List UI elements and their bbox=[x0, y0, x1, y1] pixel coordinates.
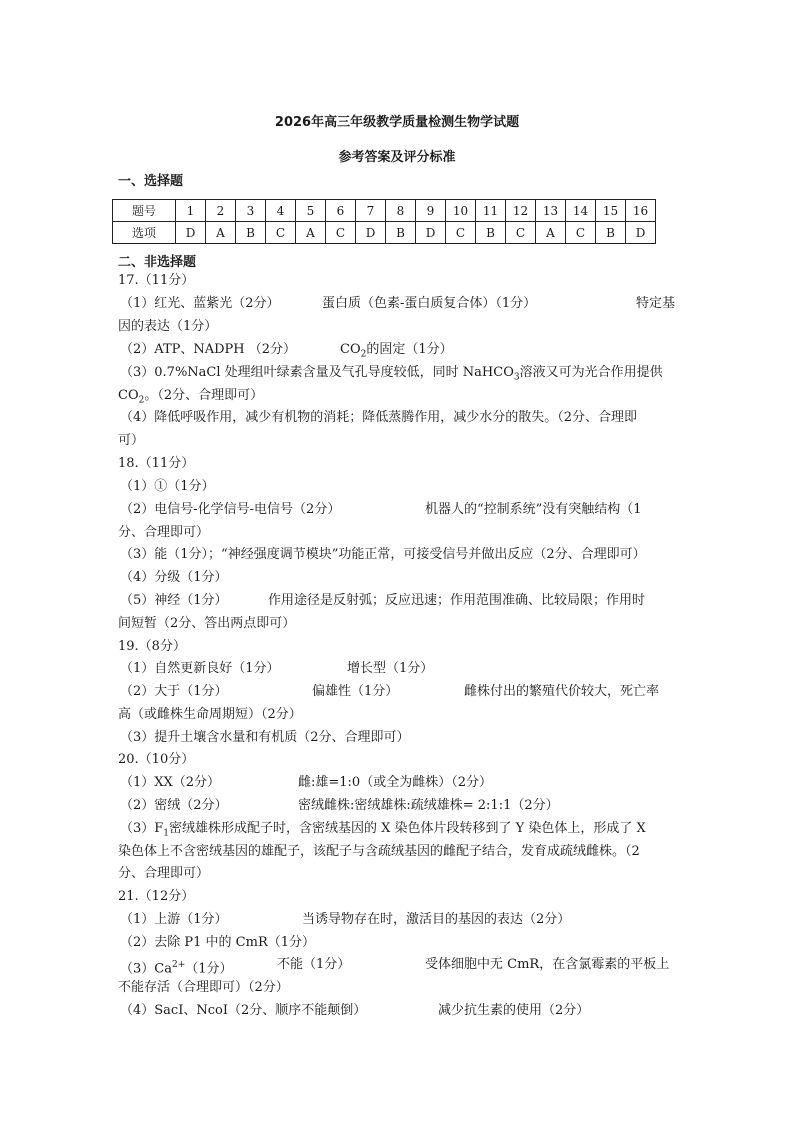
answer-cell: B bbox=[476, 222, 506, 244]
answer-table-number-row bbox=[113, 200, 656, 222]
question-number: 9 bbox=[416, 200, 446, 222]
q17-2-co2: CO bbox=[340, 342, 361, 357]
answer-cell: D bbox=[356, 222, 386, 244]
q20-1-answer-a: （1）XX（2分） bbox=[120, 775, 221, 790]
table-header-label: 题号 bbox=[113, 200, 176, 222]
question-number: 3 bbox=[236, 200, 266, 222]
question-number: 8 bbox=[386, 200, 416, 222]
q17-3-sub: 3 bbox=[513, 372, 520, 383]
q19-line3: （3）提升土壤含水量和有机质（2分、合理即可） bbox=[120, 730, 410, 745]
q21-1-answer-a: （1）上游（1分） bbox=[120, 912, 228, 927]
q21-line2: （2）去除 P1 中的 CmR（1分） bbox=[120, 935, 316, 950]
answer-table-answer-row bbox=[113, 222, 656, 244]
q21-3-answer-b: 不能（1分） bbox=[277, 957, 351, 972]
q18-line1: （1）①（1分） bbox=[120, 479, 215, 494]
q19-2-answer-c: 雌株付出的繁殖代价较大，死亡率 bbox=[464, 684, 660, 699]
q21-4-answer-b: 减少抗生素的使用（2分） bbox=[438, 1003, 590, 1018]
q21-3-answer-a bbox=[120, 957, 233, 977]
question-number: 13 bbox=[536, 200, 566, 222]
question-number: 7 bbox=[356, 200, 386, 222]
q21-4-answer-a: （4）SacI、NcoI（2分、顺序不能颠倒） bbox=[120, 1003, 367, 1018]
section-nonchoice-heading: 二、非选择题 bbox=[118, 255, 197, 270]
q17-3-co2: CO bbox=[118, 388, 139, 403]
q20-line3-cont2: 分、合理即可） bbox=[118, 866, 210, 881]
page-subtitle: 参考答案及评分标准 bbox=[338, 150, 456, 165]
question-number: 12 bbox=[506, 200, 536, 222]
q21-line3-cont: 不能存活（合理即可）（2分） bbox=[118, 980, 289, 995]
q18-line5-cont: 间短暂（2分、答出两点即可） bbox=[118, 616, 296, 631]
q20-line3-cont1: 染色体上不含密绒基因的雄配子，该配子与含疏绒基因的雌配子结合，发育成疏绒雌株。（2 bbox=[118, 844, 640, 859]
table-answer-label: 选项 bbox=[113, 222, 176, 244]
q17-line3 bbox=[120, 365, 663, 386]
question-number: 5 bbox=[296, 200, 326, 222]
q18-line4: （4）分级（1分） bbox=[120, 570, 228, 585]
answer-cell: B bbox=[596, 222, 626, 244]
q19-line2-cont: 高（或雌株生命周期短）（2分） bbox=[118, 707, 302, 722]
q18-line3: （3）能（1分）；“神经强度调节模块”功能正常，可接受信号并做出反应（2分、合理即可） bbox=[120, 547, 646, 562]
answer-cell: B bbox=[236, 222, 266, 244]
q19-heading: 19.（8分） bbox=[118, 639, 186, 654]
q17-3-text-a: （3）0.7%NaCl 处理组叶绿素含量及气孔导度较低，同时 NaHCO bbox=[120, 365, 514, 380]
q19-2-answer-b: 偏雄性（1分） bbox=[312, 684, 399, 699]
q21-3-answer-c: 受体细胞中无 CmR，在含氯霉素的平板上 bbox=[425, 957, 670, 972]
q21-3-ca-post: （1分） bbox=[185, 961, 233, 977]
question-number: 10 bbox=[446, 200, 476, 222]
q17-heading: 17.（11分） bbox=[118, 273, 195, 288]
q18-2-answer-b: 机器人的“控制系统”没有突触结构（1 bbox=[425, 502, 642, 517]
q20-3-text: 密绒雄株形成配子时，含密绒基因的 X 染色体片段转移到了 Y 染色体上，形成了 X bbox=[169, 821, 646, 836]
q21-heading: 21.（12分） bbox=[118, 889, 195, 904]
answer-cell: C bbox=[566, 222, 596, 244]
answer-table bbox=[112, 199, 656, 244]
question-number: 15 bbox=[596, 200, 626, 222]
q17-2-co2-post: 的固定（1分） bbox=[366, 342, 453, 357]
question-number: 16 bbox=[626, 200, 656, 222]
q19-2-answer-a: （2）大于（1分） bbox=[120, 684, 228, 699]
q18-heading: 18.（11分） bbox=[118, 456, 195, 471]
q18-2-answer-a: （2）电信号-化学信号-电信号（2分） bbox=[120, 502, 341, 517]
q19-1-answer-b: 增长型（1分） bbox=[347, 661, 434, 676]
answer-cell: C bbox=[446, 222, 476, 244]
answer-cell: A bbox=[206, 222, 236, 244]
answer-cell: A bbox=[536, 222, 566, 244]
answer-cell: B bbox=[386, 222, 416, 244]
q17-1-answer-b: 蛋白质（色素-蛋白质复合体）（1分） bbox=[322, 296, 537, 311]
answer-cell: D bbox=[176, 222, 206, 244]
question-number: 11 bbox=[476, 200, 506, 222]
q18-line2-cont: 分、合理即可） bbox=[118, 525, 210, 540]
q17-1-answer-a: （1）红光、蓝紫光（2分） bbox=[120, 296, 280, 311]
answer-cell: D bbox=[626, 222, 656, 244]
section-choice-heading: 一、选择题 bbox=[118, 174, 184, 189]
q20-3-f: （3）F bbox=[120, 821, 164, 836]
q21-1-answer-b: 当诱导物存在时，激活目的基因的表达（2分） bbox=[302, 912, 571, 927]
q20-2-answer-a: （2）密绒（2分） bbox=[120, 798, 228, 813]
answer-cell: C bbox=[326, 222, 356, 244]
q17-3-co2-post: 。（2分、合理即可） bbox=[144, 388, 264, 403]
q17-2-answer-b bbox=[340, 342, 453, 363]
answer-cell: C bbox=[506, 222, 536, 244]
q20-line3 bbox=[120, 821, 646, 842]
q17-3-co2-sub: 2 bbox=[138, 395, 145, 406]
q18-5-answer-a: （5）神经（1分） bbox=[120, 593, 228, 608]
question-number: 2 bbox=[206, 200, 236, 222]
q18-5-answer-b: 作用途径是反射弧；反应迅速；作用范围准确、比较局限；作用时 bbox=[268, 593, 646, 608]
q17-2-co2-sub: 2 bbox=[360, 349, 367, 360]
answer-cell: C bbox=[266, 222, 296, 244]
q21-3-ca: （3）Ca bbox=[120, 961, 172, 977]
answer-cell: D bbox=[416, 222, 446, 244]
q17-line4-cont: 可） bbox=[118, 433, 145, 448]
q17-3-text-b: 溶液又可为光合作用提供 bbox=[519, 365, 663, 380]
answer-cell: A bbox=[296, 222, 326, 244]
q20-1-answer-b: 雌:雄=1:0（或全为雌株）（2分） bbox=[298, 775, 492, 790]
q21-3-ca-sup: 2+ bbox=[171, 960, 186, 970]
q19-1-answer-a: （1）自然更新良好（1分） bbox=[120, 661, 280, 676]
question-number: 1 bbox=[176, 200, 206, 222]
question-number: 14 bbox=[566, 200, 596, 222]
q20-heading: 20.（10分） bbox=[118, 752, 195, 767]
q17-1-answer-c: 特定基 bbox=[636, 296, 676, 311]
page-title: 2026年高三年级教学质量检测生物学试题 bbox=[274, 115, 520, 130]
q17-line3-cont bbox=[118, 388, 263, 409]
q20-2-answer-b: 密绒雌株:密绒雄株:疏绒雄株= 2:1:1（2分） bbox=[298, 798, 559, 813]
question-number: 4 bbox=[266, 200, 296, 222]
q20-3-f-sub: 1 bbox=[163, 828, 170, 839]
q17-line4: （4）降低呼吸作用，减少有机物的消耗；降低蒸腾作用，减少水分的散失。（2分、合理即 bbox=[120, 410, 638, 425]
q17-2-answer-a: （2）ATP、NADPH （2分） bbox=[120, 342, 297, 357]
q17-line1-cont: 因的表达（1分） bbox=[118, 319, 218, 334]
question-number: 6 bbox=[326, 200, 356, 222]
